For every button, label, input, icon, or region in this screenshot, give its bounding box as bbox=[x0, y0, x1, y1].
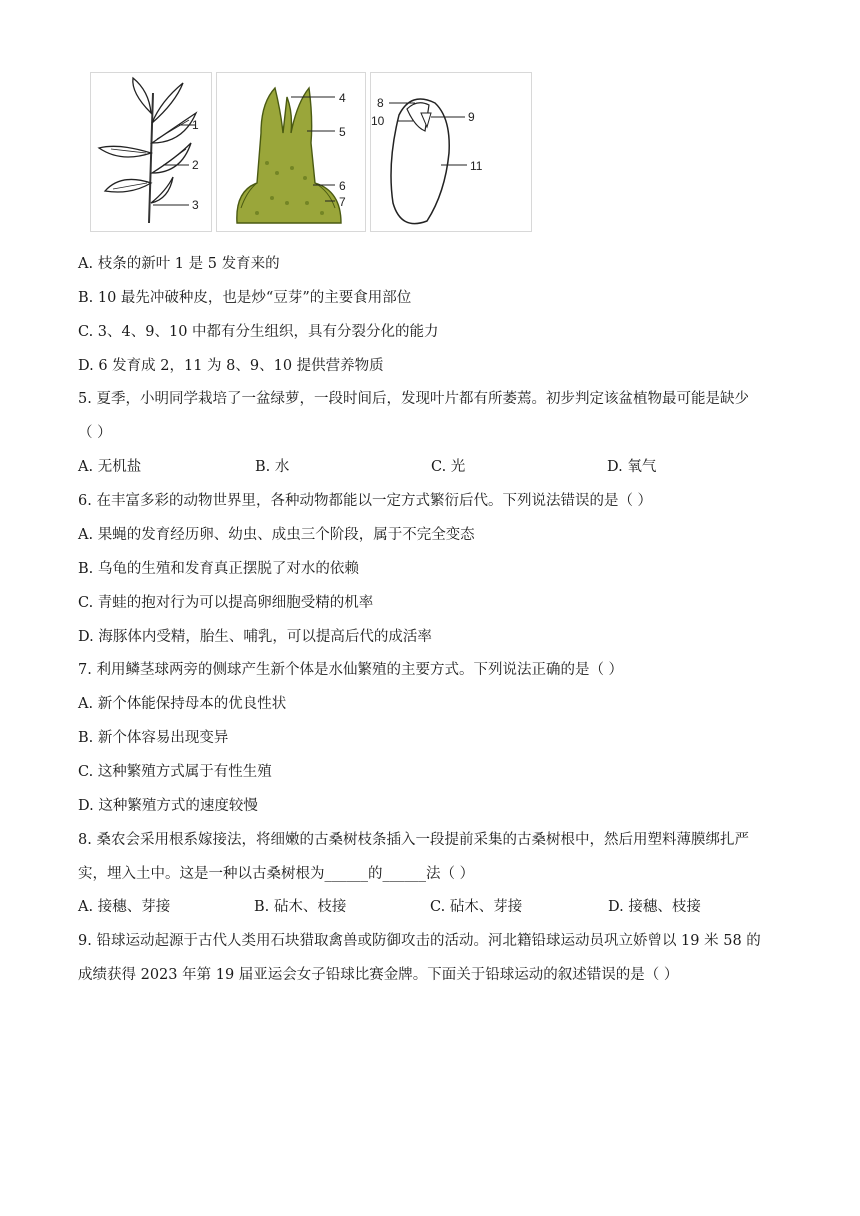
label-8: 8 bbox=[377, 96, 384, 110]
q5-option-c: C. 光 bbox=[431, 459, 466, 475]
q8-option-c: C. 砧木、芽接 bbox=[430, 899, 523, 915]
q9-stem-cont: 成绩获得 2023 年第 19 届亚运会女子铅球比赛金牌。下面关于铅球运动的叙述错误的是（ ） bbox=[78, 967, 679, 983]
q8-option-b: B. 砧木、枝接 bbox=[254, 899, 347, 915]
q4-option-b: B. 10 最先冲破种皮，也是炒“豆芽”的主要食用部位 bbox=[78, 290, 412, 306]
q8-option-a: A. 接穗、芽接 bbox=[78, 899, 171, 915]
q6-stem: 6. 在丰富多彩的动物世界里，各种动物都能以一定方式繁衍后代。下列说法错误的是（ ） bbox=[78, 493, 653, 509]
label-3: 3 bbox=[192, 198, 199, 212]
q7-option-c: C. 这种繁殖方式属于有性生殖 bbox=[78, 764, 272, 780]
q7-stem: 7. 利用鳞茎球两旁的侧球产生新个体是水仙繁殖的主要方式。下列说法正确的是（ ） bbox=[78, 662, 624, 678]
q6-option-b: B. 乌龟的生殖和发育真正摆脱了对水的依赖 bbox=[78, 561, 359, 577]
q7-option-d: D. 这种繁殖方式的速度较慢 bbox=[78, 798, 258, 814]
q4-option-d: D. 6 发育成 2，11 为 8、9、10 提供营养物质 bbox=[78, 358, 384, 374]
label-11: 11 bbox=[470, 159, 483, 173]
q9-stem: 9. 铅球运动起源于古代人类用石块猎取禽兽或防御攻击的活动。河北籍铅球运动员巩立娇曾以 19 米 58 的 bbox=[78, 933, 761, 949]
q6-option-c: C. 青蛙的抱对行为可以提高卵细胞受精的机率 bbox=[78, 595, 374, 611]
q4-option-a: A. 枝条的新叶 1 是 5 发育来的 bbox=[78, 256, 280, 272]
q5-stem: 5. 夏季，小明同学栽培了一盆绿萝，一段时间后，发现叶片都有所萎蔫。初步判定该盆植物最可能是缺少 bbox=[78, 391, 749, 407]
label-2: 2 bbox=[192, 158, 199, 172]
q8-stem: 8. 桑农会采用根系嫁接法，将细嫩的古桑树枝条插入一段提前采集的古桑树根中，然后用塑料薄膜绑扎严 bbox=[78, 832, 749, 848]
label-7: 7 bbox=[339, 195, 346, 209]
label-5: 5 bbox=[339, 125, 346, 139]
branch-diagram bbox=[90, 72, 212, 232]
q5-stem-cont: （ ） bbox=[78, 425, 112, 441]
q5-option-b: B. 水 bbox=[255, 459, 290, 475]
q4-option-c: C. 3、4、9、10 中都有分生组织，具有分裂分化的能力 bbox=[78, 324, 439, 340]
q8-option-d: D. 接穗、枝接 bbox=[608, 899, 701, 915]
q5-option-a: A. 无机盐 bbox=[78, 459, 142, 475]
bud-diagram bbox=[216, 72, 366, 232]
label-6: 6 bbox=[339, 179, 346, 193]
q6-option-a: A. 果蝇的发育经历卵、幼虫、成虫三个阶段，属于不完全变态 bbox=[78, 527, 475, 543]
q8-stem-cont: 实，埋入土中。这是一种以古桑树根为______的______法（ ） bbox=[78, 866, 475, 882]
seed-diagram bbox=[370, 72, 532, 232]
label-1: 1 bbox=[192, 118, 199, 132]
label-4: 4 bbox=[339, 91, 346, 105]
label-10: 10 bbox=[371, 114, 385, 128]
q5-option-d: D. 氧气 bbox=[607, 459, 657, 475]
plant-figure bbox=[90, 72, 530, 232]
q6-option-d: D. 海豚体内受精，胎生、哺乳，可以提高后代的成活率 bbox=[78, 629, 432, 645]
q7-option-a: A. 新个体能保持母本的优良性状 bbox=[78, 696, 287, 712]
label-9: 9 bbox=[468, 110, 475, 124]
q7-option-b: B. 新个体容易出现变异 bbox=[78, 730, 229, 746]
